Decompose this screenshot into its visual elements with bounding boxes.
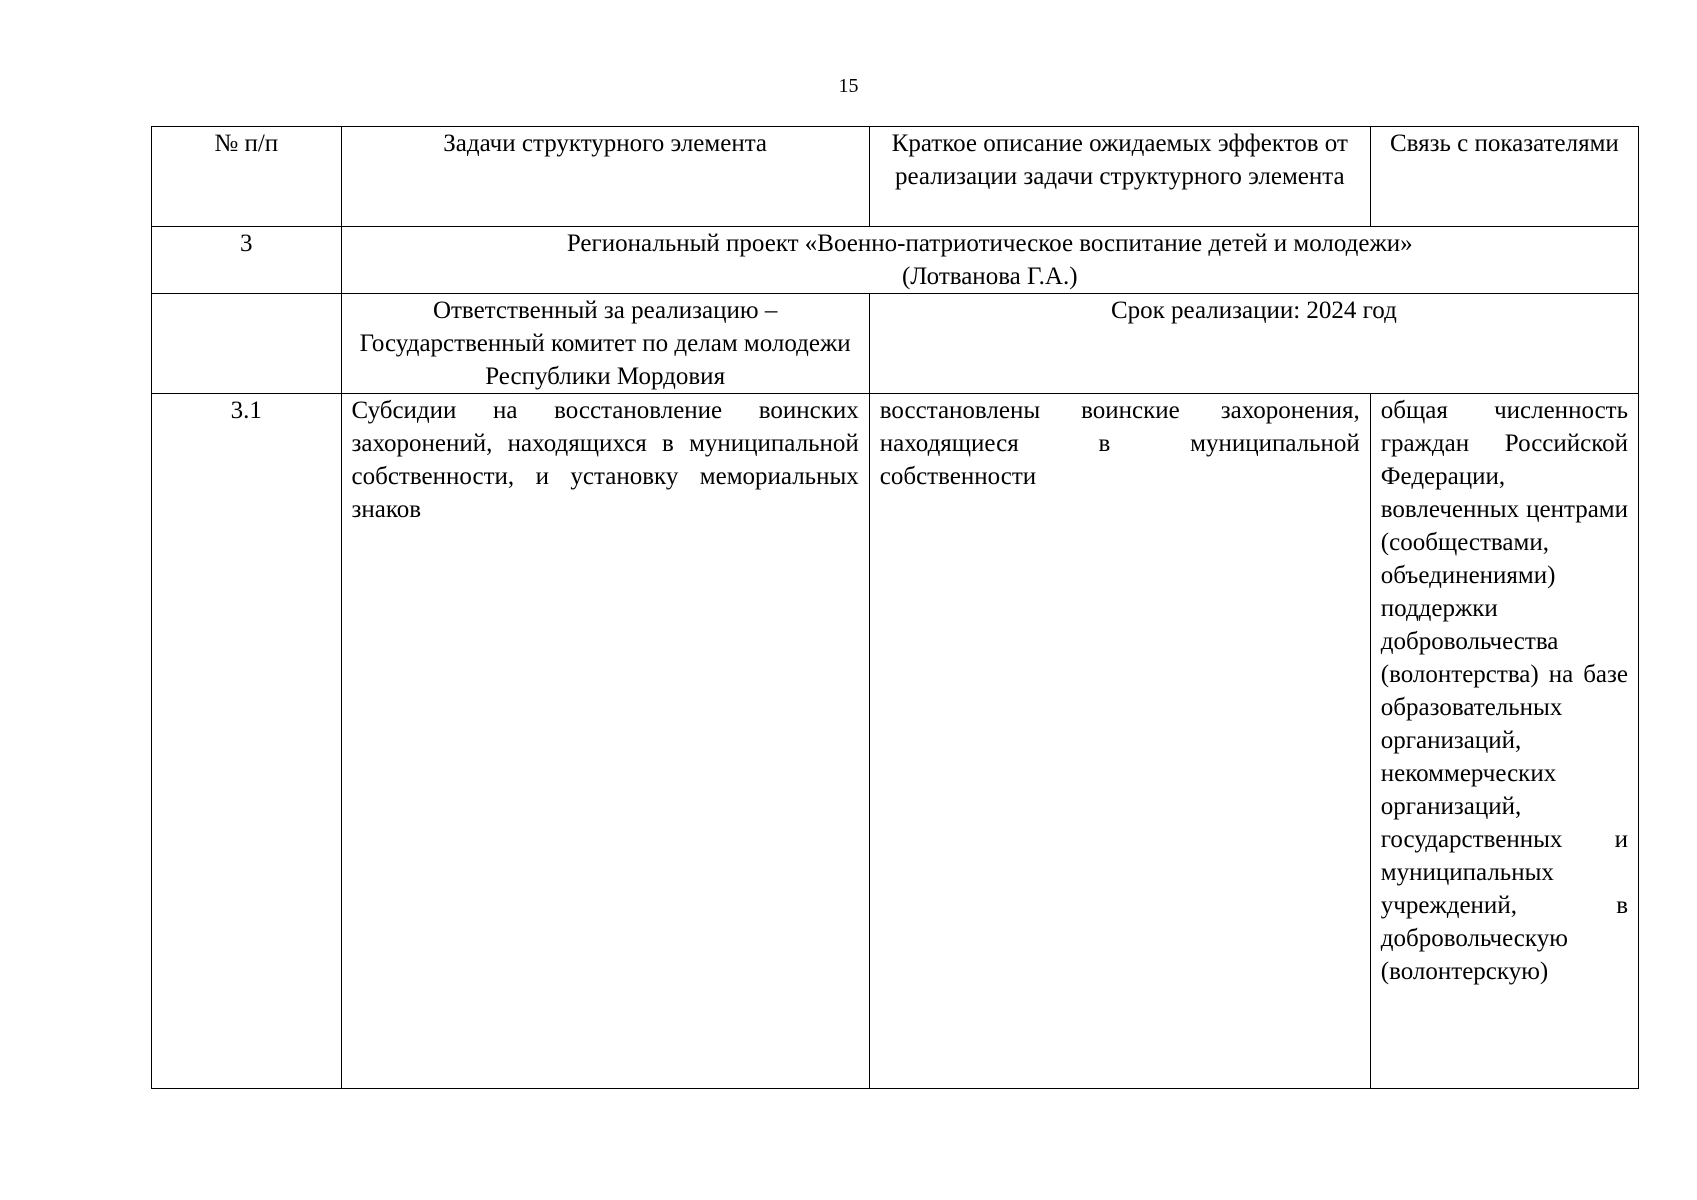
header-effects: Краткое описание ожидаемых эффектов от реализации задачи структурного элемента xyxy=(869,127,1370,227)
task-description: Субсидии на восстановление воинских захоронений, находящихся в муниципальной собственности, и установку мемориальных знаков xyxy=(341,394,869,1089)
table-header-row xyxy=(152,127,1639,227)
project-title-line1: Региональный проект «Военно-патриотическое воспитание детей и молодежи» xyxy=(566,230,1413,257)
responsible-num-empty xyxy=(152,294,342,394)
structural-elements-table xyxy=(151,126,1639,1089)
header-num: № п/п xyxy=(152,127,342,227)
task-num: 3.1 xyxy=(152,394,342,1089)
header-tasks: Задачи структурного элемента xyxy=(341,127,869,227)
table-row xyxy=(152,394,1639,1089)
responsible-row xyxy=(152,294,1639,394)
project-num: 3 xyxy=(152,227,342,294)
header-indicators: Связь с показателями xyxy=(1370,127,1638,227)
page-number: 15 xyxy=(838,75,859,97)
project-row xyxy=(152,227,1639,294)
task-effect: восстановлены воинские захоронения, находящиеся в муниципальной собственности xyxy=(869,394,1370,1089)
project-title xyxy=(341,227,1638,294)
responsible-text: Ответственный за реализацию – Государственный комитет по делам молодежи Республики Мордовия xyxy=(341,294,869,394)
project-title-line2: (Лотванова Г.А.) xyxy=(901,263,1078,290)
task-indicator: общая численность граждан Российской Федерации, вовлеченных центрами (сообществами, объединениями) поддержки добровольчества (волонтерства) на базе образовательных организаций, некоммерческих организаций, государственных и муниципальных учреждений, в добровольческую (волонтерскую) xyxy=(1370,394,1638,1089)
responsible-period: Срок реализации: 2024 год xyxy=(869,294,1638,394)
